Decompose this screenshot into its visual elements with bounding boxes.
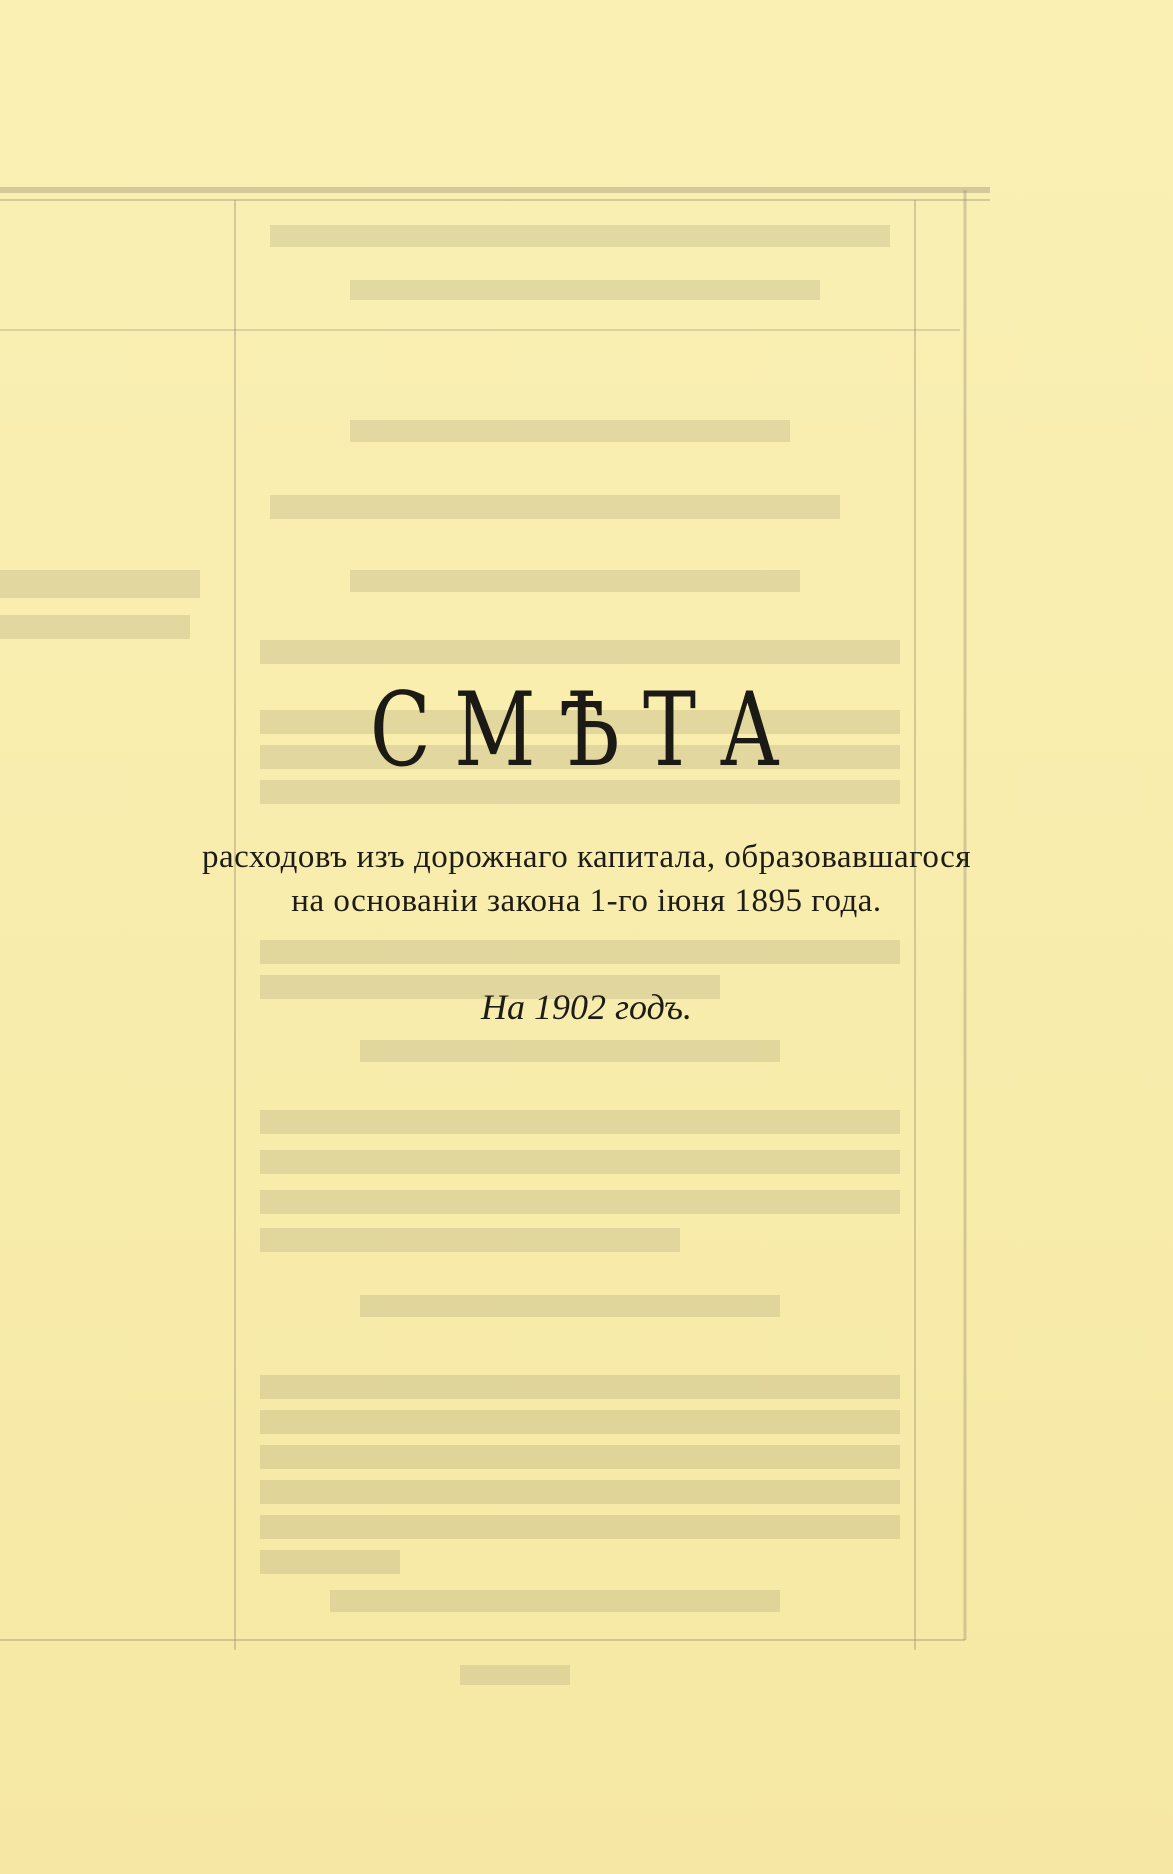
subtitle-line-1: расходовъ изъ дорожнаго капитала, образовавшагося: [201, 839, 971, 875]
document-subtitle: [40, 835, 1133, 923]
subtitle-line-2: на основаніи закона 1-го іюня 1895 года.: [291, 883, 882, 919]
document-year: На 1902 годъ.: [481, 987, 692, 1027]
document-title: СМѢТА: [369, 671, 804, 790]
